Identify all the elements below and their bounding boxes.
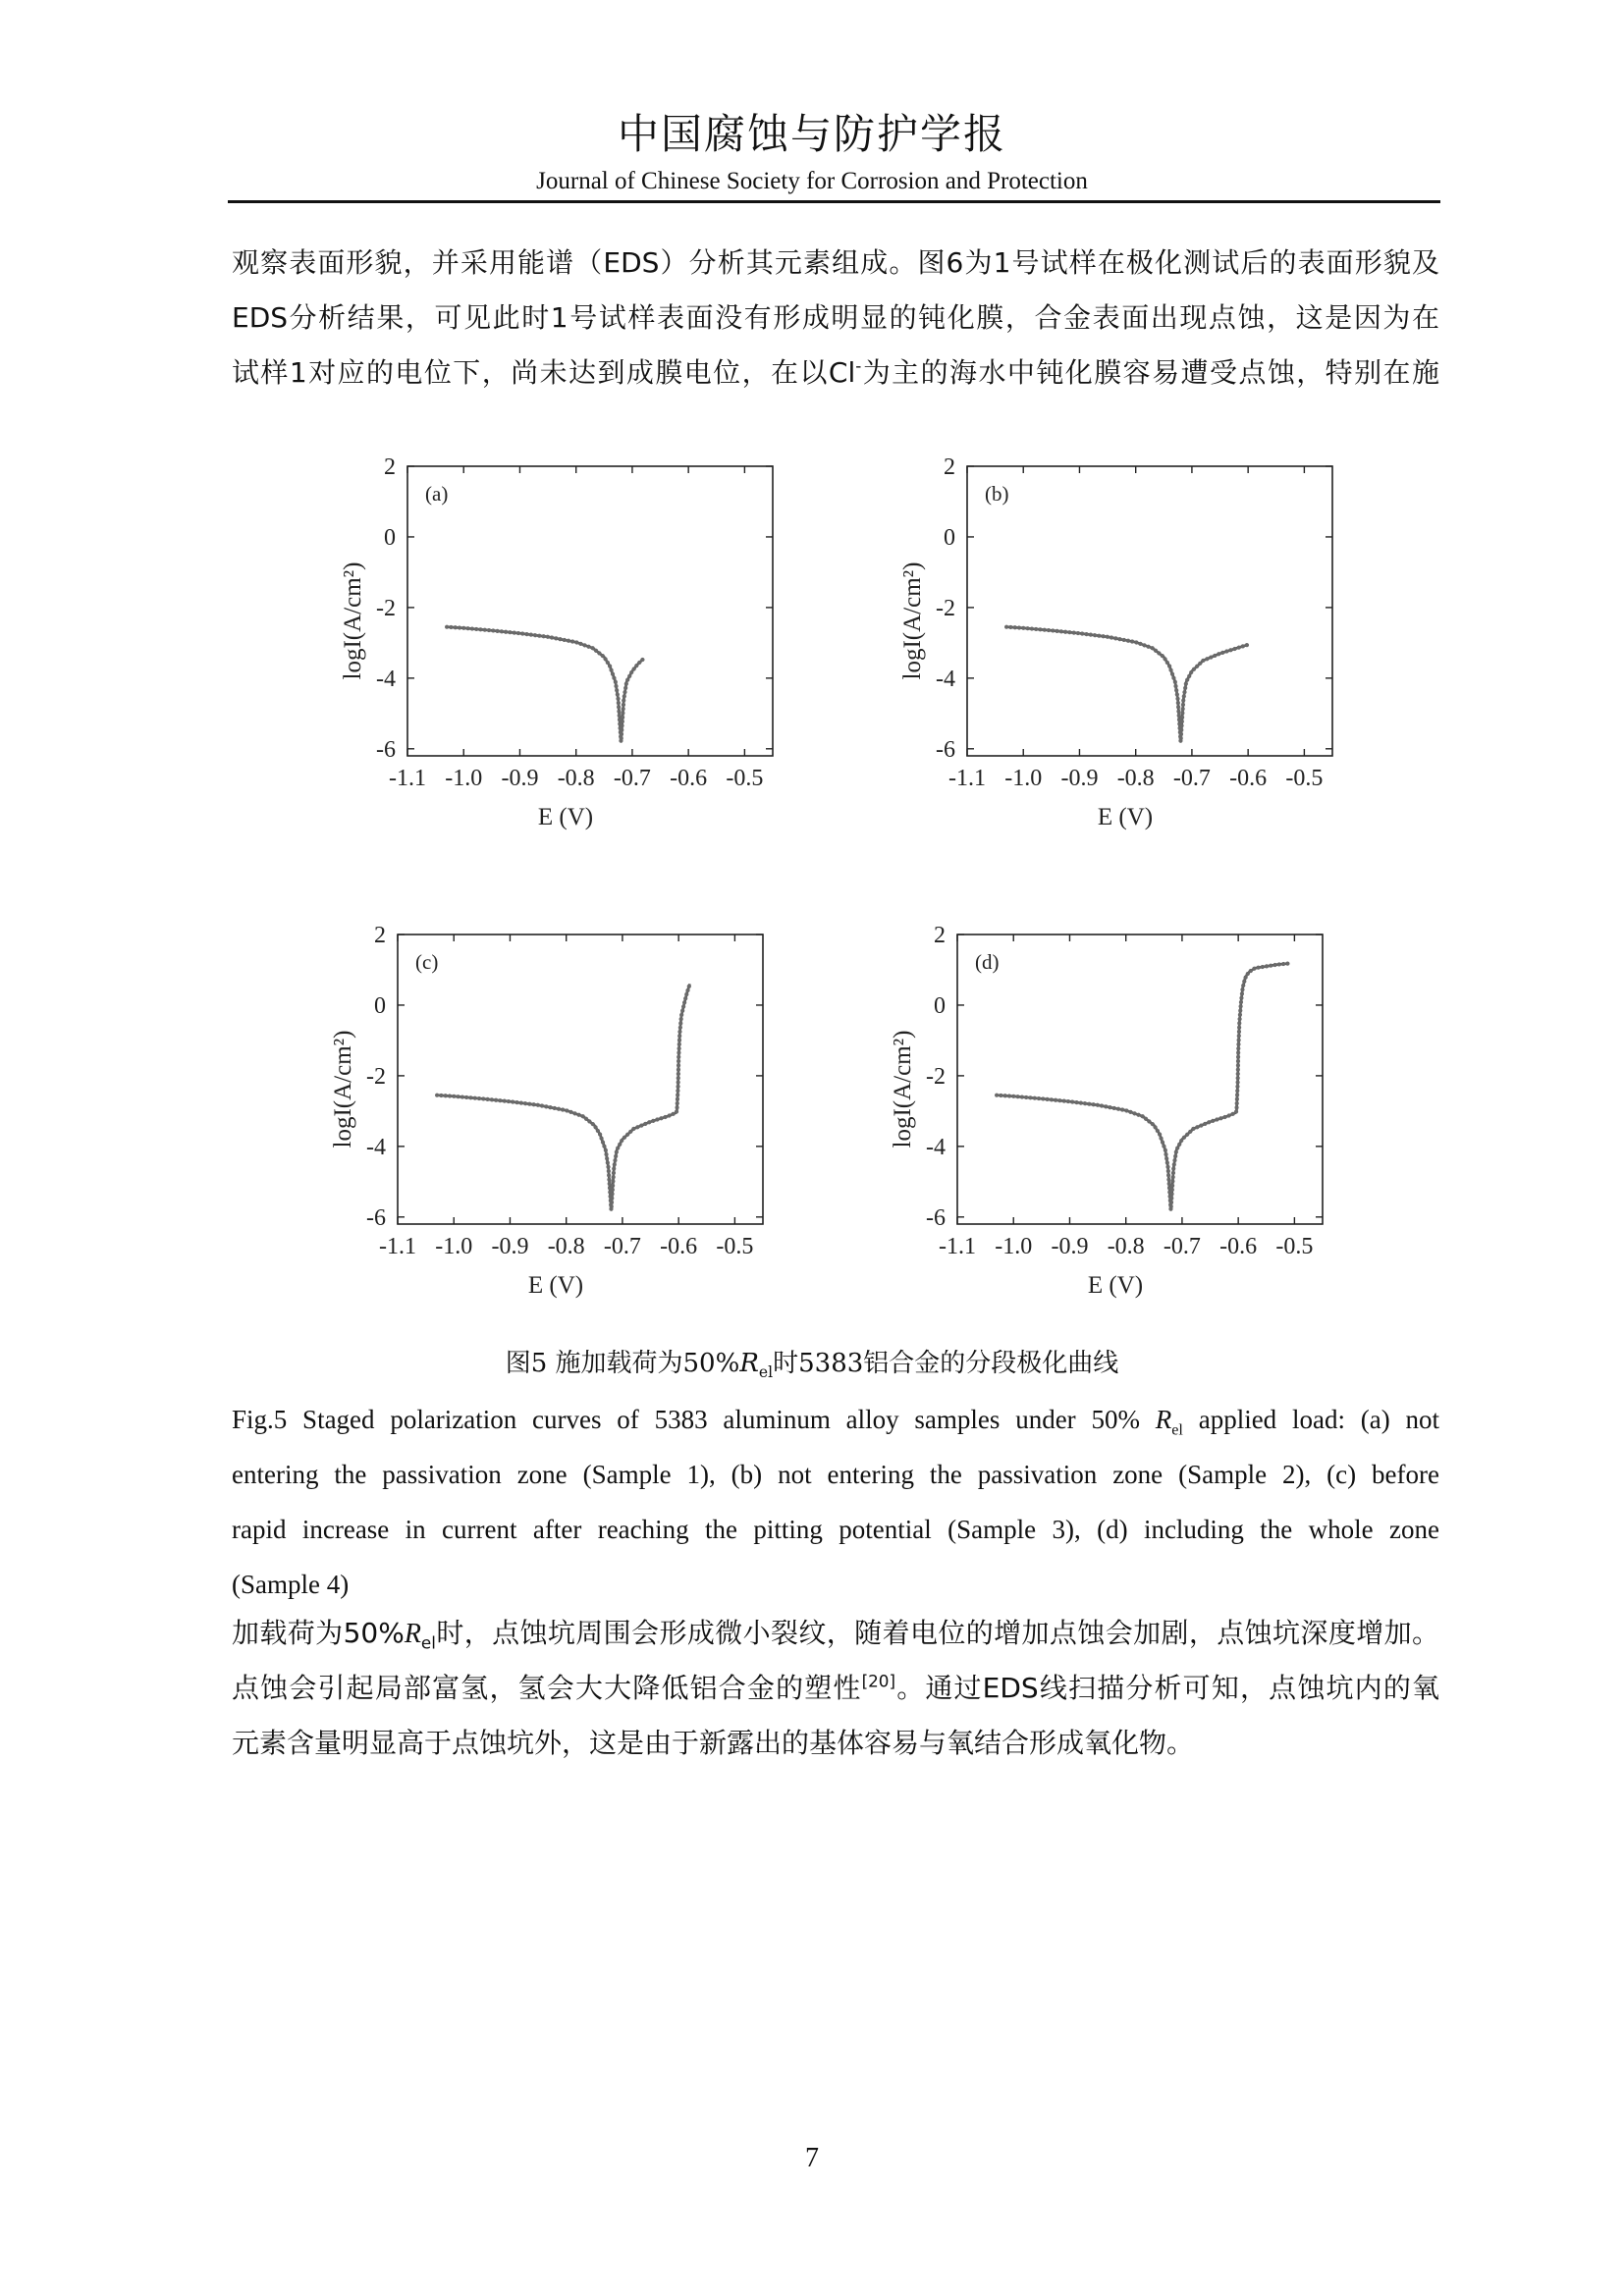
x-axis-label: E (V): [527, 1272, 584, 1299]
y-tick-label: -2: [376, 595, 396, 621]
italic-symbol: R: [1155, 1405, 1172, 1434]
y-tick-label: -4: [376, 666, 396, 692]
paragraph-top-line-3: [232, 353, 1439, 393]
y-axis-label: logI(A/cm²): [340, 561, 366, 680]
x-tick-label: -0.5: [716, 1234, 754, 1259]
x-tick-label: -1.0: [995, 1234, 1033, 1259]
paragraph-bottom-line-3: 元素含量明显高于点蚀坑外，这是由于新露出的基体容易与氧结合形成氧化物。: [232, 1727, 1195, 1759]
subscript: el: [1171, 1420, 1183, 1439]
x-tick-label: -1.1: [379, 1234, 416, 1259]
text-fragment: 时5383铝合金的分段极化曲线: [773, 1349, 1119, 1378]
x-tick-label: -1.0: [445, 766, 483, 791]
x-tick-label: -0.7: [1172, 766, 1211, 791]
x-tick-label: -1.1: [948, 766, 986, 791]
panel-label: (b): [985, 482, 1009, 506]
plot-frame: [967, 466, 1332, 756]
chart-svg: [314, 918, 776, 1299]
x-tick-label: -0.5: [1275, 1234, 1314, 1259]
header-rule: [228, 200, 1440, 203]
text-fragment: 。通过EDS线扫描分析可知，点蚀坑内的氧: [895, 1672, 1439, 1704]
polarization-curve-markers: [997, 964, 1289, 1210]
italic-symbol: R: [404, 1619, 421, 1649]
x-tick-label: -0.7: [1163, 1234, 1201, 1259]
figure-caption-en-line-4: (Sample 4): [232, 1570, 350, 1599]
chart-svg: [324, 450, 785, 830]
figure-caption-en-line-1: [232, 1392, 1439, 1447]
y-tick-label: 0: [384, 524, 396, 551]
chart-panel-d: [874, 918, 1335, 1299]
y-axis-label: logI(A/cm²): [890, 1030, 916, 1148]
x-tick-label: -0.6: [670, 766, 708, 791]
x-tick-label: -0.8: [1107, 1234, 1145, 1259]
panel-label: (c): [415, 950, 439, 974]
y-tick-label: -4: [366, 1134, 386, 1160]
text-fragment: 图5 施加载荷为50%: [505, 1349, 740, 1378]
y-tick-label: -4: [936, 666, 955, 692]
text-fragment: 试样1对应的电位下，尚未达到成膜电位，在以Cl: [232, 356, 856, 389]
x-tick-label: -0.9: [501, 766, 539, 791]
y-tick-label: 2: [944, 454, 955, 480]
subscript: el: [758, 1363, 774, 1382]
polarization-curve: [1006, 627, 1248, 742]
journal-title-en: Journal of Chinese Society for Corrosion and Protection: [536, 168, 1088, 194]
y-axis-label: logI(A/cm²): [899, 561, 926, 680]
figure-caption-cn: [0, 1347, 1624, 1380]
x-tick-label: -0.9: [491, 1234, 529, 1259]
y-tick-label: 0: [934, 992, 946, 1019]
x-tick-label: -0.5: [1285, 766, 1324, 791]
chart-svg: [874, 918, 1335, 1299]
x-axis-label: E (V): [1097, 804, 1154, 830]
paragraph-top-line-2: EDS分析结果，可见此时1号试样表面没有形成明显的钝化膜，合金表面出现点蚀，这是因为在: [232, 301, 1439, 334]
x-tick-label: -0.8: [1116, 766, 1155, 791]
x-axis-label: E (V): [537, 804, 594, 830]
chart-panel-c: [314, 918, 776, 1299]
y-tick-label: 2: [374, 923, 386, 948]
x-tick-label: -1.1: [939, 1234, 976, 1259]
x-tick-label: -0.9: [1051, 1234, 1089, 1259]
paragraph-bottom-line-2: [232, 1669, 1439, 1708]
superscript: -: [855, 355, 862, 376]
x-tick-label: -0.7: [603, 1234, 641, 1259]
paragraph-bottom-line-1: [232, 1614, 1439, 1654]
x-tick-label: -1.0: [435, 1234, 473, 1259]
text-fragment: 为主的海水中钝化膜容易遭受点蚀，特别在施: [861, 356, 1439, 389]
x-tick-label: -0.6: [660, 1234, 698, 1259]
text-fragment: 加载荷为50%: [232, 1617, 405, 1649]
x-tick-label: -0.6: [1229, 766, 1268, 791]
polarization-curve-markers: [1006, 627, 1248, 742]
y-tick-label: -2: [936, 595, 955, 621]
y-tick-label: 2: [384, 454, 396, 480]
y-tick-label: 0: [374, 992, 386, 1019]
polarization-curve-markers: [437, 984, 689, 1209]
plot-frame: [398, 934, 763, 1224]
chart-panel-a: [324, 450, 785, 830]
y-tick-label: -2: [926, 1063, 946, 1090]
journal-title-cn: 中国腐蚀与防护学报: [617, 110, 1006, 158]
y-tick-label: 0: [944, 524, 955, 551]
paragraph-top-line-1: 观察表面形貌，并采用能谱（EDS）分析其元素组成。图6为1号试样在极化测试后的表面形貌及: [232, 246, 1439, 279]
chart-svg: [884, 450, 1345, 830]
y-tick-label: -6: [366, 1204, 386, 1231]
text-fragment: applied load: (a) not: [1182, 1405, 1439, 1434]
x-tick-label: -0.8: [557, 766, 595, 791]
y-tick-label: -4: [926, 1134, 946, 1160]
x-tick-label: -0.5: [726, 766, 764, 791]
chart-panel-b: [884, 450, 1345, 830]
x-tick-label: -0.7: [613, 766, 651, 791]
figure-caption-en-line-3: rapid increase in current after reaching the pitting potential (Sample 3), (d) including the whole zone: [232, 1515, 1439, 1544]
text-fragment: 点蚀会引起局部富氢，氢会大大降低铝合金的塑性: [232, 1672, 862, 1704]
polarization-curve: [997, 964, 1289, 1210]
x-tick-label: -0.9: [1060, 766, 1099, 791]
x-axis-label: E (V): [1087, 1272, 1144, 1299]
page-number: 7: [805, 2143, 819, 2173]
panel-label: (a): [425, 482, 449, 506]
x-tick-label: -0.6: [1219, 1234, 1258, 1259]
x-tick-label: -1.1: [389, 766, 426, 791]
figure-caption-en-line-2: entering the passivation zone (Sample 1), (b) not entering the passivation zone (Sample 2), (c) before: [232, 1460, 1439, 1489]
y-tick-label: -6: [936, 736, 955, 763]
polarization-curve: [447, 627, 643, 742]
plot-frame: [407, 466, 773, 756]
italic-symbol: R: [739, 1349, 759, 1378]
y-tick-label: -6: [926, 1204, 946, 1231]
y-tick-label: 2: [934, 923, 946, 948]
y-tick-label: -6: [376, 736, 396, 763]
plot-frame: [957, 934, 1323, 1224]
subscript: el: [420, 1632, 436, 1653]
text-fragment: 时，点蚀坑周围会形成微小裂纹，随着电位的增加点蚀会加剧，点蚀坑深度增加。: [435, 1617, 1439, 1649]
x-tick-label: -1.0: [1004, 766, 1043, 791]
text-fragment: Fig.5 Staged polarization curves of 5383 aluminum alloy samples under 50%: [232, 1405, 1156, 1434]
citation-ref[interactable]: [20]: [861, 1671, 896, 1691]
x-tick-label: -0.8: [547, 1234, 585, 1259]
panel-label: (d): [975, 950, 1000, 974]
y-axis-label: logI(A/cm²): [330, 1030, 356, 1148]
polarization-curve-markers: [447, 627, 643, 742]
y-tick-label: -2: [366, 1063, 386, 1090]
